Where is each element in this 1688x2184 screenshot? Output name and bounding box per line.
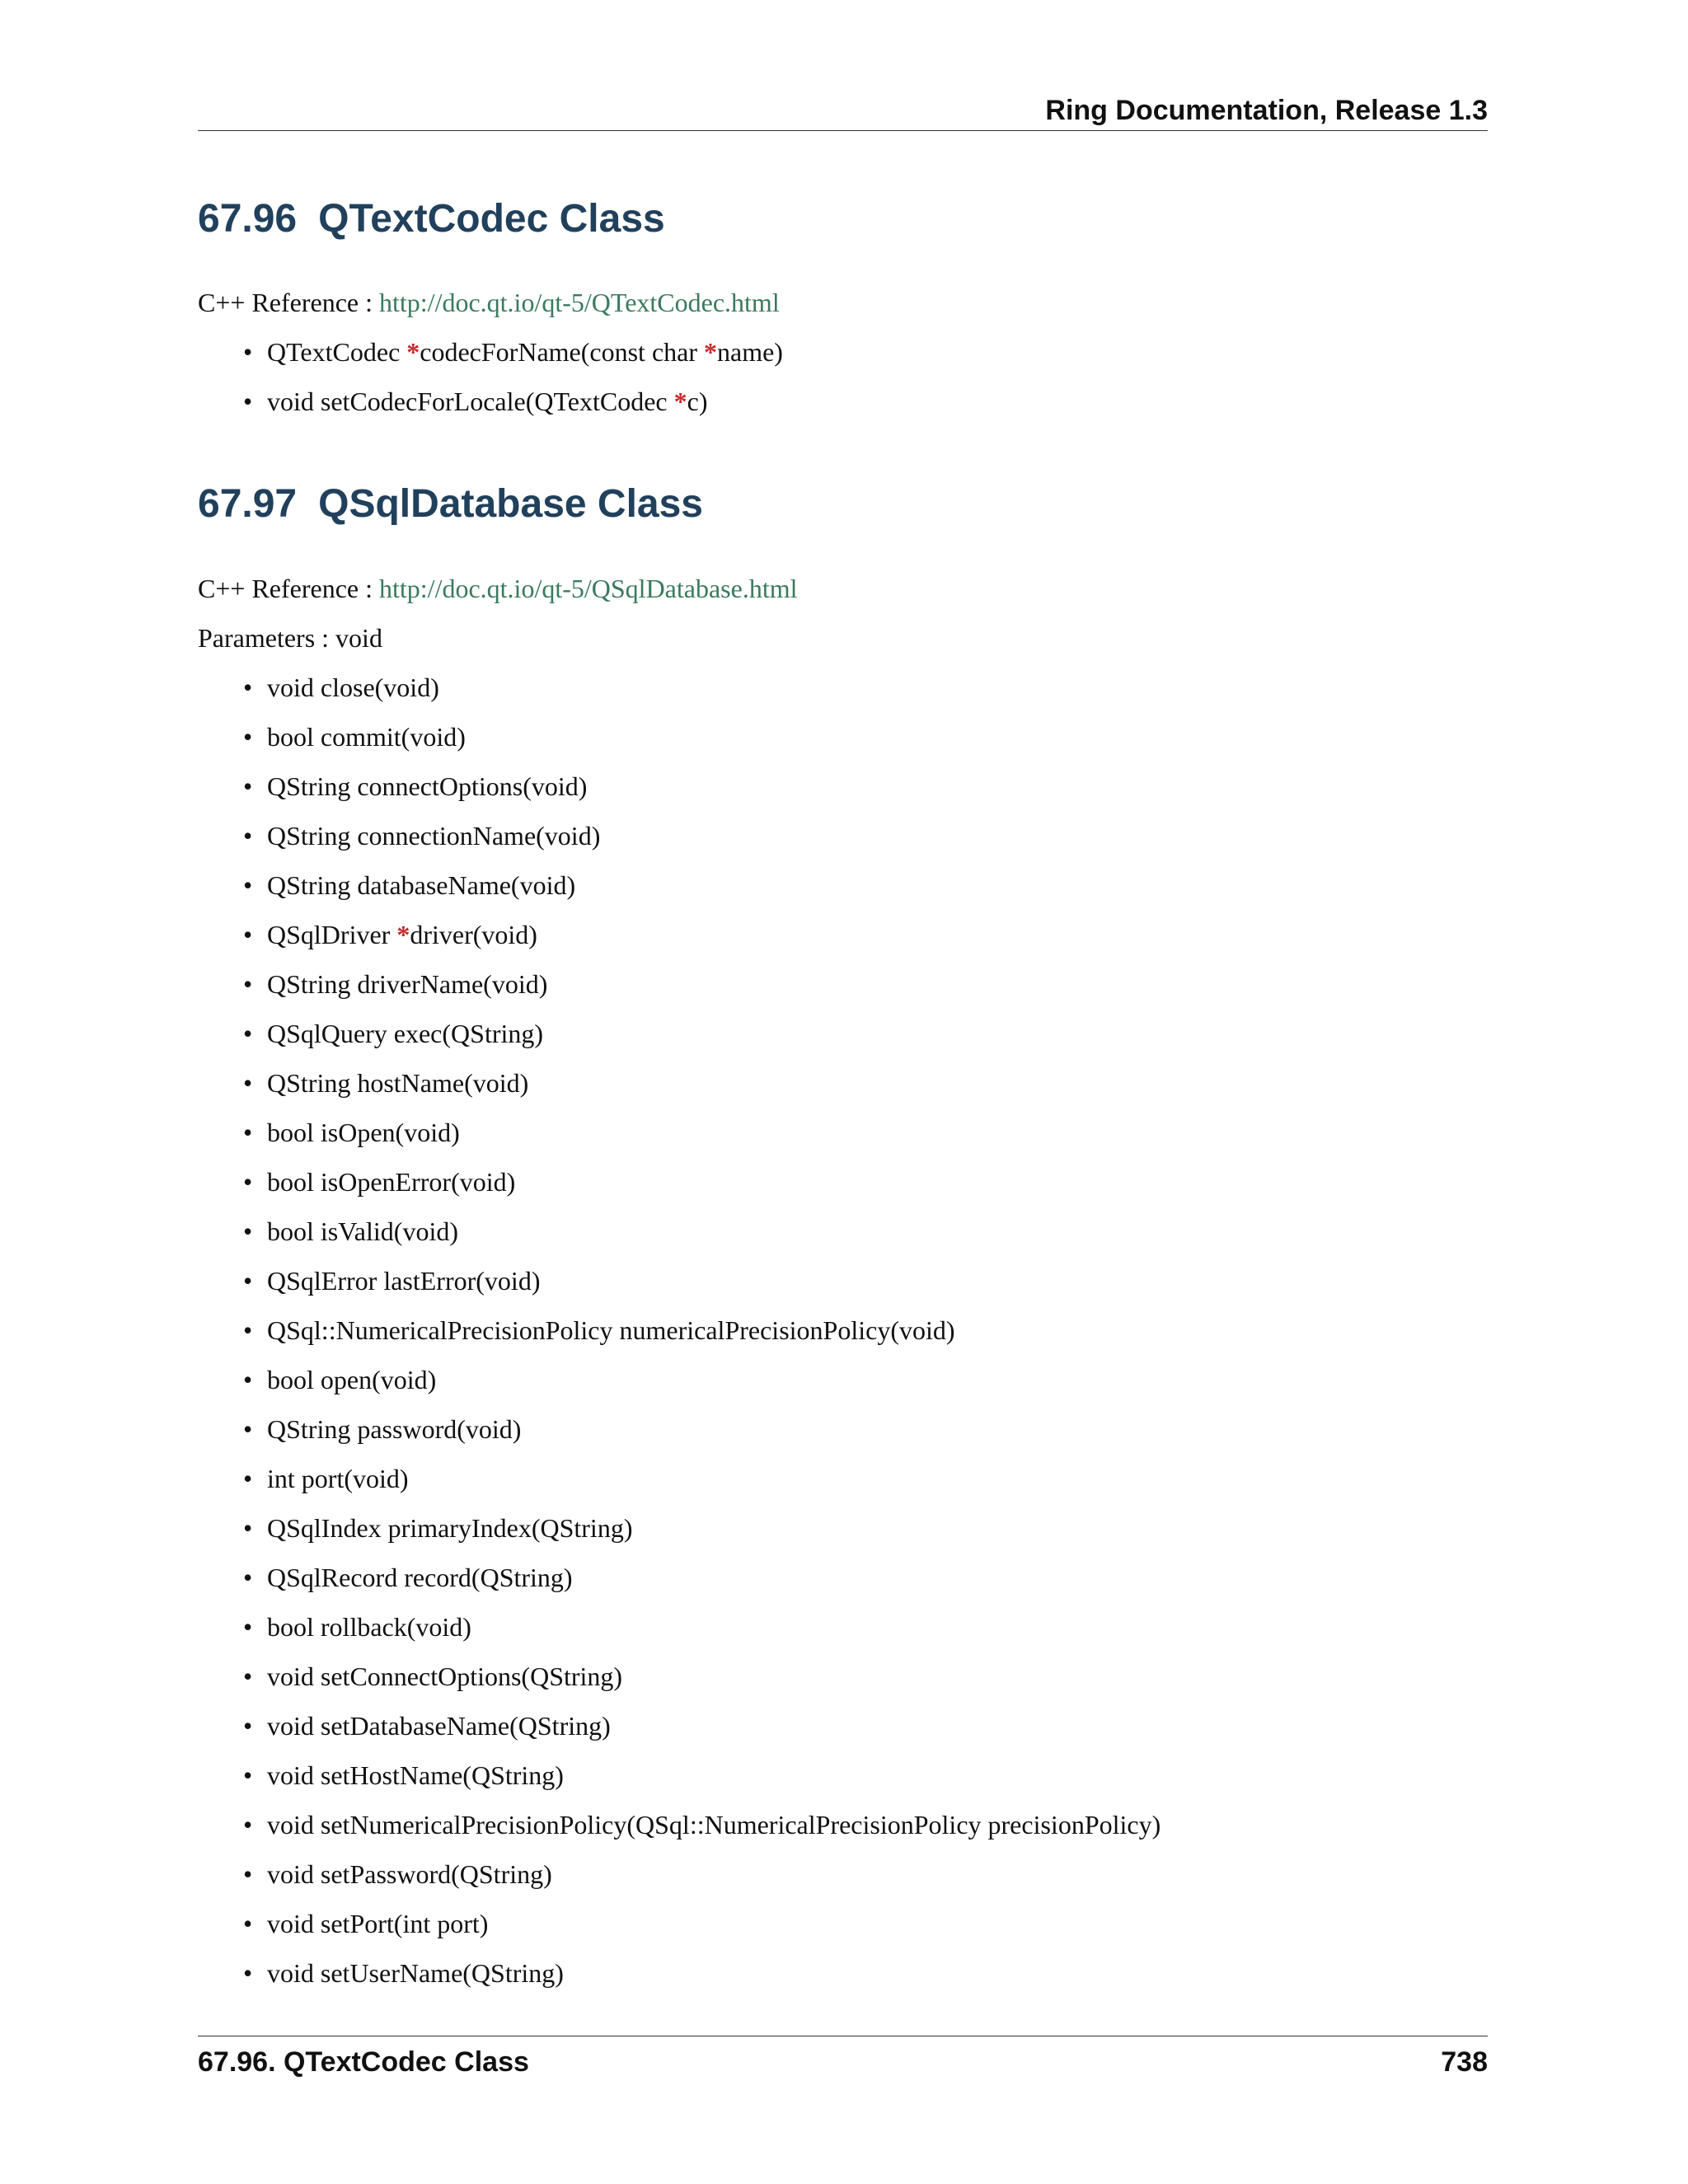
- parameters-line: Parameters : void: [198, 623, 382, 653]
- method-item: [198, 1561, 1160, 1594]
- method-text: QString hostName(void): [267, 1068, 529, 1098]
- method-item: [198, 918, 1160, 951]
- method-text: QSqlRecord record(QString): [267, 1563, 573, 1592]
- method-text: bool isOpenError(void): [267, 1167, 516, 1197]
- method-item: [198, 671, 1160, 704]
- bullet-icon: •: [243, 1958, 253, 1988]
- bullet-icon: •: [243, 969, 253, 999]
- method-item: [198, 770, 1160, 803]
- method-text: void setUserName(QString): [267, 1958, 564, 1988]
- method-item: [198, 1957, 1160, 1990]
- method-item: [198, 720, 1160, 753]
- bullet-icon: •: [243, 1909, 253, 1938]
- pointer-asterisk: *: [704, 337, 717, 367]
- bullet-icon: •: [243, 1068, 253, 1098]
- bullet-icon: •: [243, 337, 253, 367]
- method-text: QString connectionName(void): [267, 821, 601, 851]
- pointer-asterisk: *: [673, 387, 687, 416]
- bullet-icon: •: [243, 1661, 253, 1691]
- method-text: void setConnectOptions(QString): [267, 1661, 623, 1691]
- section-heading-qtextcodec: [198, 194, 665, 244]
- method-text: driver(void): [410, 920, 537, 949]
- method-item: [198, 1116, 1160, 1149]
- bullet-icon: •: [243, 387, 253, 416]
- section-title: QTextCodec Class: [318, 197, 665, 241]
- method-text: bool isValid(void): [267, 1216, 458, 1246]
- reference-link-qsqldatabase[interactable]: http://doc.qt.io/qt-5/QSqlDatabase.html: [379, 574, 798, 603]
- bullet-icon: •: [243, 771, 253, 801]
- method-text: void setDatabaseName(QString): [267, 1711, 611, 1741]
- method-text: QSqlQuery exec(QString): [267, 1019, 544, 1048]
- reference-label: C++ Reference :: [198, 288, 379, 317]
- method-text: void setHostName(QString): [267, 1760, 564, 1790]
- method-item: [198, 1314, 1160, 1347]
- method-text: QSql::NumericalPrecisionPolicy numericalPrecisionPolicy(void): [267, 1315, 955, 1345]
- method-item: [198, 1709, 1160, 1742]
- bullet-icon: •: [243, 673, 253, 702]
- method-text: bool rollback(void): [267, 1612, 471, 1642]
- method-item: [198, 1462, 1160, 1495]
- section-heading-qsqldatabase: [198, 480, 703, 529]
- bullet-icon: •: [243, 1711, 253, 1741]
- method-text: QTextCodec: [267, 337, 407, 367]
- method-text: void setPort(int port): [267, 1909, 489, 1938]
- method-text: void setNumericalPrecisionPolicy(QSql::NumericalPrecisionPolicy precisionPolicy): [267, 1810, 1161, 1840]
- method-item: [198, 1610, 1160, 1643]
- header-rule: [198, 130, 1488, 131]
- bullet-icon: •: [243, 920, 253, 949]
- method-item: [198, 1907, 1160, 1940]
- section-title: QSqlDatabase Class: [318, 482, 703, 526]
- method-item: [198, 869, 1160, 902]
- bullet-icon: •: [243, 870, 253, 900]
- method-item: [198, 1413, 1160, 1446]
- reference-label: C++ Reference :: [198, 574, 379, 603]
- bullet-icon: •: [243, 1464, 253, 1493]
- method-item: [198, 1808, 1160, 1841]
- cpp-reference-qsqldatabase: [198, 572, 798, 605]
- section-number: 67.97: [198, 482, 298, 526]
- method-item: [198, 1660, 1160, 1693]
- method-text: QSqlDriver: [267, 920, 397, 949]
- bullet-icon: •: [243, 1513, 253, 1543]
- method-item: [198, 1066, 1160, 1099]
- method-text: QString password(void): [267, 1414, 522, 1444]
- running-header: Ring Documentation, Release 1.3: [1045, 95, 1488, 126]
- method-text: void setPassword(QString): [267, 1859, 552, 1889]
- bullet-icon: •: [243, 1859, 253, 1889]
- method-item: [198, 1511, 1160, 1544]
- bullet-icon: •: [243, 1612, 253, 1642]
- method-item: [198, 1017, 1160, 1050]
- method-item: [198, 1858, 1160, 1891]
- method-text: QString databaseName(void): [267, 870, 576, 900]
- method-text: bool open(void): [267, 1365, 437, 1394]
- method-item: [198, 1165, 1160, 1198]
- reference-link-qtextcodec[interactable]: http://doc.qt.io/qt-5/QTextCodec.html: [379, 288, 780, 317]
- method-text: bool commit(void): [267, 722, 466, 752]
- method-text: QSqlIndex primaryIndex(QString): [267, 1513, 633, 1543]
- section-number: 67.96: [198, 197, 298, 241]
- footer-page-number: 738: [1441, 2046, 1488, 2078]
- bullet-icon: •: [243, 1810, 253, 1840]
- pointer-asterisk: *: [406, 337, 420, 367]
- method-item: [198, 968, 1160, 1001]
- method-item: [198, 385, 783, 418]
- method-text: void close(void): [267, 673, 439, 702]
- method-text: c): [687, 387, 708, 416]
- method-text: void setCodecForLocale(QTextCodec: [267, 387, 674, 416]
- method-item: [198, 1363, 1160, 1396]
- bullet-icon: •: [243, 1266, 253, 1296]
- method-text: QSqlError lastError(void): [267, 1266, 541, 1296]
- method-item: [198, 1215, 1160, 1248]
- bullet-icon: •: [243, 722, 253, 752]
- bullet-icon: •: [243, 1315, 253, 1345]
- method-text: int port(void): [267, 1464, 409, 1493]
- method-list-qtextcodec: [198, 335, 783, 434]
- cpp-reference-qtextcodec: [198, 286, 780, 319]
- bullet-icon: •: [243, 1216, 253, 1246]
- footer-section-title: 67.96. QTextCodec Class: [198, 2046, 529, 2078]
- method-item: [198, 1264, 1160, 1297]
- bullet-icon: •: [243, 1414, 253, 1444]
- method-text: QString driverName(void): [267, 969, 548, 999]
- bullet-icon: •: [243, 821, 253, 851]
- method-text: codecForName(const char: [420, 337, 704, 367]
- method-text: QString connectOptions(void): [267, 771, 588, 801]
- method-text: name): [717, 337, 783, 367]
- method-list-qsqldatabase: [198, 671, 1160, 2006]
- bullet-icon: •: [243, 1365, 253, 1394]
- bullet-icon: •: [243, 1760, 253, 1790]
- method-item: [198, 819, 1160, 852]
- bullet-icon: •: [243, 1167, 253, 1197]
- bullet-icon: •: [243, 1118, 253, 1147]
- document-page: [198, 0, 1488, 2184]
- method-text: bool isOpen(void): [267, 1118, 460, 1147]
- pointer-asterisk: *: [396, 920, 410, 949]
- bullet-icon: •: [243, 1019, 253, 1048]
- method-item: [198, 335, 783, 368]
- bullet-icon: •: [243, 1563, 253, 1592]
- method-item: [198, 1759, 1160, 1792]
